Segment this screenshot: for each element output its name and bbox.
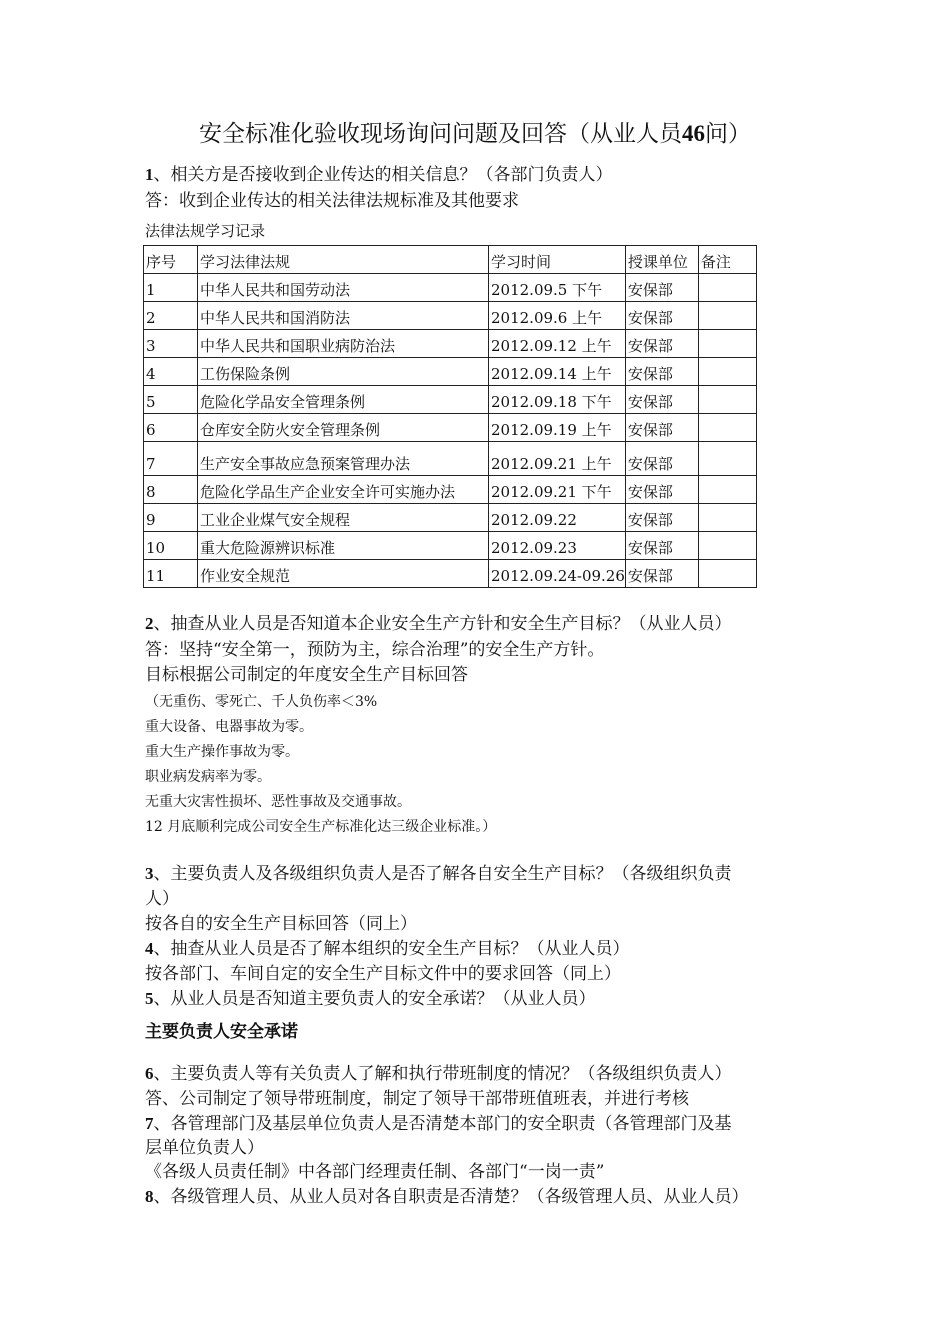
page-title (0, 118, 950, 150)
answer-1: 答：收到企业传达的相关法律法规标准及其他要求 (145, 191, 519, 211)
cell-unit: 安保部 (625, 386, 698, 414)
cell-law: 仓库安全防火安全管理条例 (198, 414, 489, 442)
cell-remark (698, 386, 756, 414)
cell-law: 生产安全事故应急预案管理办法 (198, 442, 489, 476)
cell-time: 2012.09.6 上午 (489, 302, 626, 330)
question-number: 2 (145, 614, 154, 633)
cell-unit: 安保部 (625, 476, 698, 504)
cell-index: 9 (144, 504, 198, 532)
table-row (144, 504, 757, 532)
cell-unit: 安保部 (625, 358, 698, 386)
cell-index: 6 (144, 414, 198, 442)
question-text: 、主要负责人及各级组织负责人是否了解各自安全生产目标？（各级组织负责 (153, 864, 732, 884)
goal-item: 无重大灾害性损坏、恶性事故及交通事故。 (145, 794, 411, 810)
cell-law: 中华人民共和国职业病防治法 (198, 330, 489, 358)
question-text: 、相关方是否接收到企业传达的相关信息？（各部门负责人） (153, 165, 613, 185)
question-text: 、抽查从业人员是否了解本组织的安全生产目标？（从业人员） (153, 939, 630, 959)
table-caption: 法律法规学习记录 (145, 222, 266, 240)
cell-law: 重大危险源辨识标准 (198, 532, 489, 560)
answer-2: 答：坚持“安全第一，预防为主，综合治理”的安全生产方针。 (145, 640, 605, 660)
cell-index: 10 (144, 532, 198, 560)
cell-remark (698, 442, 756, 476)
question-1 (145, 163, 815, 187)
header-cell: 授课单位 (625, 246, 698, 274)
table-row (144, 358, 757, 386)
goal-item: 重大生产操作事故为零。 (145, 744, 299, 760)
answer-2-line2: 目标根据公司制定的年度安全生产目标回答 (145, 665, 468, 685)
title-end: 问） (705, 121, 751, 147)
cell-index: 8 (144, 476, 198, 504)
table-row (144, 532, 757, 560)
question-number: 3 (145, 864, 154, 883)
cell-unit: 安保部 (625, 274, 698, 302)
question-number: 1 (145, 165, 154, 184)
cell-law: 危险化学品安全管理条例 (198, 386, 489, 414)
question-number: 8 (145, 1187, 154, 1206)
table-row (144, 274, 757, 302)
cell-index: 4 (144, 358, 198, 386)
cell-remark (698, 532, 756, 560)
cell-unit: 安保部 (625, 330, 698, 358)
goal-item: 12 月底顺利完成公司安全生产标准化达三级企业标准。） (145, 819, 497, 835)
table-row (144, 386, 757, 414)
cell-time: 2012.09.5 下午 (489, 274, 626, 302)
cell-remark (698, 560, 756, 588)
header-cell: 学习法律法规 (198, 246, 489, 274)
table-row (144, 560, 757, 588)
question-6 (145, 1062, 815, 1086)
cell-time: 2012.09.22 (489, 504, 626, 532)
header-cell: 序号 (144, 246, 198, 274)
answer-3: 按各自的安全生产目标回答（同上） (145, 914, 417, 934)
goal-item: 职业病发病率为零。 (145, 769, 271, 785)
question-text: 、各管理部门及基层单位负责人是否清楚本部门的安全职责（各管理部门及基 (153, 1114, 732, 1134)
cell-time: 2012.09.23 (489, 532, 626, 560)
question-3 (145, 862, 815, 886)
cell-law: 危险化学品生产企业安全许可实施办法 (198, 476, 489, 504)
question-text: 、从业人员是否知道主要负责人的安全承诺？（从业人员） (153, 989, 596, 1009)
question-text: 、主要负责人等有关负责人了解和执行带班制度的情况？（各级组织负责人） (153, 1064, 732, 1084)
cell-index: 11 (144, 560, 198, 588)
question-number: 5 (145, 989, 154, 1008)
cell-unit: 安保部 (625, 504, 698, 532)
cell-time: 2012.09.24-09.26 (489, 560, 626, 588)
answer-7: 《各级人员责任制》中各部门经理责任制、各部门“一岗一责” (145, 1162, 605, 1182)
header-cell: 备注 (698, 246, 756, 274)
question-number: 6 (145, 1064, 154, 1083)
title-number: 46 (682, 121, 705, 146)
cell-time: 2012.09.21 上午 (489, 442, 626, 476)
cell-unit: 安保部 (625, 532, 698, 560)
cell-remark (698, 358, 756, 386)
goal-item: （无重伤、零死亡、千人负伤率＜3% (145, 694, 378, 710)
cell-time: 2012.09.18 下午 (489, 386, 626, 414)
cell-law: 作业安全规范 (198, 560, 489, 588)
cell-remark (698, 330, 756, 358)
cell-unit: 安保部 (625, 302, 698, 330)
section-heading: 主要负责人安全承诺 (145, 1022, 298, 1042)
cell-remark (698, 302, 756, 330)
cell-unit: 安保部 (625, 442, 698, 476)
answer-4: 按各部门、车间自定的安全生产目标文件中的要求回答（同上） (145, 964, 621, 984)
question-text: 、抽查从业人员是否知道本企业安全生产方针和安全生产目标？（从业人员） (153, 614, 732, 634)
cell-remark (698, 274, 756, 302)
cell-law: 中华人民共和国消防法 (198, 302, 489, 330)
question-7 (145, 1112, 815, 1136)
cell-unit: 安保部 (625, 560, 698, 588)
cell-index: 3 (144, 330, 198, 358)
cell-time: 2012.09.21 下午 (489, 476, 626, 504)
question-3-cont: 人） (145, 889, 179, 909)
cell-index: 7 (144, 442, 198, 476)
cell-index: 5 (144, 386, 198, 414)
cell-law: 工业企业煤气安全规程 (198, 504, 489, 532)
title-main: 安全标准化验收现场询问问题及回答（从业人员 (199, 121, 682, 147)
question-4 (145, 937, 815, 961)
question-2 (145, 612, 815, 636)
table-row (144, 414, 757, 442)
answer-6: 答、公司制定了领导带班制度，制定了领导干部带班值班表，并进行考核 (145, 1089, 689, 1109)
cell-law: 中华人民共和国劳动法 (198, 274, 489, 302)
cell-index: 1 (144, 274, 198, 302)
question-8 (145, 1185, 815, 1209)
cell-unit: 安保部 (625, 414, 698, 442)
goal-item: 重大设备、电器事故为零。 (145, 719, 313, 735)
question-7-cont: 层单位负责人） (145, 1138, 264, 1158)
question-number: 7 (145, 1114, 154, 1133)
table-row (144, 476, 757, 504)
question-5 (145, 987, 815, 1011)
table-row (144, 302, 757, 330)
cell-time: 2012.09.19 上午 (489, 414, 626, 442)
cell-index: 2 (144, 302, 198, 330)
cell-remark (698, 476, 756, 504)
law-study-table (143, 245, 757, 588)
question-text: 、各级管理人员、从业人员对各自职责是否清楚？（各级管理人员、从业人员） (153, 1187, 749, 1207)
question-number: 4 (145, 939, 154, 958)
cell-time: 2012.09.12 上午 (489, 330, 626, 358)
header-cell: 学习时间 (489, 246, 626, 274)
table-row (144, 442, 757, 476)
cell-remark (698, 504, 756, 532)
table-header-row (144, 246, 757, 274)
cell-law: 工伤保险条例 (198, 358, 489, 386)
cell-remark (698, 414, 756, 442)
cell-time: 2012.09.14 上午 (489, 358, 626, 386)
table-row (144, 330, 757, 358)
